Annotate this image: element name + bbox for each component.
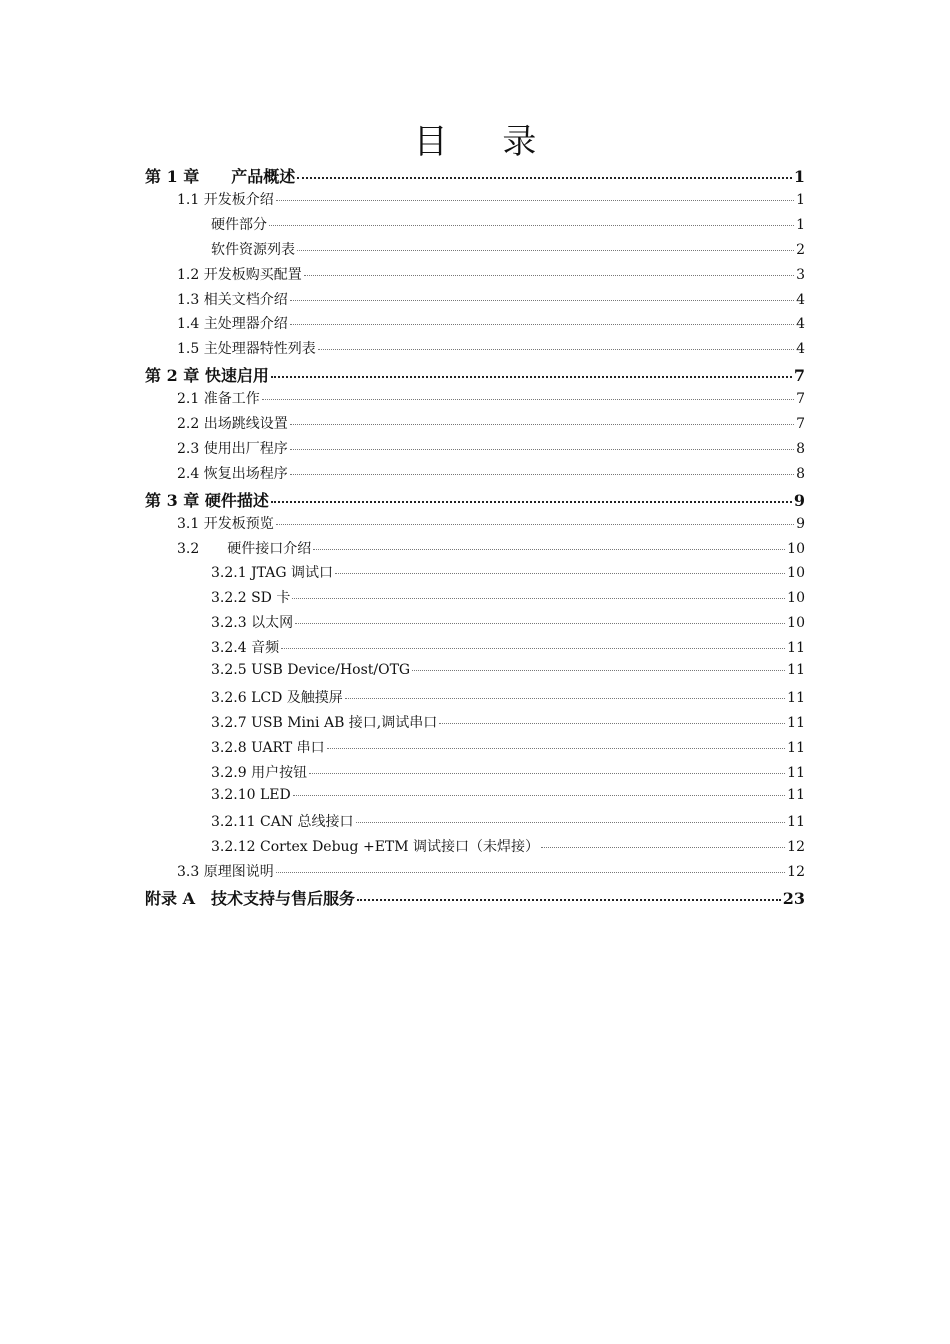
toc-entry-label: 3.2.8 UART 串口 <box>211 739 325 756</box>
toc-entry-label: 3.2.9 用户按钮 <box>211 764 308 781</box>
toc-entry-label: 2.4 恢复出场程序 <box>177 465 288 482</box>
toc-page-number: 12 <box>787 839 805 856</box>
toc-page-number: 10 <box>787 615 805 632</box>
dot-leader <box>290 424 794 425</box>
toc-section-entry[interactable] <box>211 811 805 831</box>
toc-entry-label: 1.1 开发板介绍 <box>177 191 274 208</box>
toc-section-entry[interactable] <box>211 612 805 632</box>
toc-entry-label: 软件资源列表 <box>211 241 295 258</box>
dot-leader <box>297 250 794 251</box>
toc-entry-label: 第 3 章 硬件描述 <box>145 490 269 510</box>
dot-leader <box>541 847 785 848</box>
toc-section-entry[interactable] <box>177 338 805 358</box>
toc-section-entry[interactable] <box>177 289 805 309</box>
toc-entry-label: 2.3 使用出厂程序 <box>177 440 288 457</box>
dot-leader <box>439 723 785 724</box>
toc-page-number: 1 <box>796 216 805 233</box>
toc-entry-label: 3.2.4 音频 <box>211 640 280 657</box>
toc-section-entry[interactable] <box>211 562 805 582</box>
toc-entry-label: 第 2 章 快速启用 <box>145 366 269 386</box>
toc-section-entry[interactable] <box>177 313 805 333</box>
toc-entry-label: 3.2.1 JTAG 调试口 <box>211 565 334 582</box>
toc-entry-label: 3.2.7 USB Mini AB 接口,调试串口 <box>211 714 438 731</box>
dot-leader <box>269 225 794 226</box>
toc-section-entry[interactable] <box>211 637 805 657</box>
dot-leader <box>276 872 785 873</box>
dot-leader <box>335 573 785 574</box>
dot-leader <box>292 598 785 599</box>
dot-leader <box>309 773 785 774</box>
toc-section-entry[interactable] <box>211 787 805 803</box>
toc-page-number: 10 <box>787 590 805 607</box>
toc-page-number: 11 <box>787 814 805 831</box>
toc-section-entry[interactable] <box>177 189 805 209</box>
toc-page-number: 10 <box>787 565 805 582</box>
toc-page-number: 23 <box>782 889 805 909</box>
dot-leader <box>293 795 785 796</box>
toc-page-number: 11 <box>787 714 805 731</box>
dot-leader <box>327 748 786 749</box>
toc-entry-label: 1.2 开发板购买配置 <box>177 266 302 283</box>
dot-leader <box>262 399 794 400</box>
toc-page-number: 10 <box>787 540 805 557</box>
toc-entry-label: 3.2.6 LCD 及触摸屏 <box>211 689 343 706</box>
dot-leader <box>318 349 794 350</box>
toc-page-number: 11 <box>787 689 805 706</box>
dot-leader <box>356 822 786 823</box>
toc-page-number: 8 <box>796 465 805 482</box>
dot-leader <box>290 324 794 325</box>
toc-page-number: 9 <box>796 515 805 532</box>
toc-entry-label: 3.2.10 LED <box>211 786 291 803</box>
toc-page-number: 8 <box>796 440 805 457</box>
toc-page-number: 3 <box>796 266 805 283</box>
toc-page-number: 11 <box>787 786 805 803</box>
toc-entry-label: 2.2 出场跳线设置 <box>177 416 288 432</box>
toc-page-number: 4 <box>796 316 805 333</box>
toc-section-entry[interactable] <box>177 538 805 558</box>
toc-section-entry[interactable] <box>211 712 805 732</box>
toc-section-entry[interactable] <box>211 762 805 782</box>
dot-leader <box>357 899 781 901</box>
dot-leader <box>313 549 785 550</box>
toc-page-number: 4 <box>796 341 805 358</box>
toc-page-number: 9 <box>793 490 805 510</box>
toc-entry-label: 3.2.12 Cortex Debug +ETM 调试接口（未焊接） <box>211 839 540 856</box>
dot-leader <box>290 449 794 450</box>
toc-entry-label: 3.1 开发板预览 <box>177 515 274 532</box>
toc-entry-label: 2.1 准备工作 <box>177 391 260 408</box>
toc-page-number: 11 <box>787 662 805 678</box>
dot-leader <box>290 474 794 475</box>
dot-leader <box>304 275 794 276</box>
dot-leader <box>281 648 785 649</box>
toc-entry-label: 3.2.5 USB Device/Host/OTG <box>211 662 411 678</box>
dot-leader <box>412 670 785 671</box>
dot-leader <box>297 177 792 179</box>
toc-section-entry[interactable] <box>177 388 805 408</box>
toc-page-number: 4 <box>796 291 805 308</box>
toc-page-number: 7 <box>796 416 805 432</box>
dot-leader <box>271 501 792 503</box>
dot-leader <box>345 698 785 699</box>
toc-entry-label: 第 1 章 产品概述 <box>145 167 296 186</box>
toc-section-entry[interactable] <box>177 264 805 284</box>
toc-chapter-entry[interactable] <box>145 886 805 909</box>
toc-section-entry[interactable] <box>211 587 805 607</box>
toc-entry-label: 1.3 相关文档介绍 <box>177 291 288 308</box>
toc-entry-label: 1.5 主处理器特性列表 <box>177 341 316 358</box>
toc-section-entry[interactable] <box>211 737 805 757</box>
toc-entry-label: 3.3 原理图说明 <box>177 864 274 881</box>
toc-page-number: 11 <box>787 739 805 756</box>
toc-section-entry[interactable] <box>211 687 805 707</box>
toc-page-number: 1 <box>793 167 805 186</box>
toc-section-entry[interactable] <box>177 861 805 881</box>
toc-page-number: 7 <box>793 366 805 386</box>
dot-leader <box>276 200 794 201</box>
toc-section-entry[interactable] <box>211 836 805 856</box>
toc-page-number: 11 <box>787 764 805 781</box>
toc-section-entry[interactable] <box>177 463 805 483</box>
toc-page-number: 11 <box>787 640 805 657</box>
toc-section-entry[interactable] <box>177 438 805 458</box>
toc-page-number: 7 <box>796 391 805 408</box>
toc-section-entry[interactable] <box>177 513 805 533</box>
toc-chapter-entry[interactable] <box>145 363 805 386</box>
toc-entry-label: 附录 A 技术支持与售后服务 <box>145 889 355 909</box>
toc-chapter-entry[interactable] <box>145 488 805 511</box>
toc-section-entry[interactable] <box>177 413 805 433</box>
toc-page-number: 1 <box>796 191 805 208</box>
dot-leader <box>295 623 785 624</box>
dot-leader <box>271 376 792 378</box>
toc-section-entry[interactable] <box>211 239 805 259</box>
toc-entry-label: 3.2 硬件接口介绍 <box>177 540 312 557</box>
toc-chapter-entry[interactable] <box>145 164 805 187</box>
toc-entry-label: 1.4 主处理器介绍 <box>177 316 288 333</box>
toc-title: 目 录 <box>413 122 559 162</box>
toc-entry-label: 3.2.2 SD 卡 <box>211 590 291 607</box>
toc-entry-label: 3.2.3 以太网 <box>211 615 294 632</box>
dot-leader <box>290 300 794 301</box>
toc-entry-label: 3.2.11 CAN 总线接口 <box>211 814 354 831</box>
toc-section-entry[interactable] <box>211 662 805 678</box>
toc-section-entry[interactable] <box>211 214 805 234</box>
toc-page-number: 2 <box>796 241 805 258</box>
toc-page-number: 12 <box>787 864 805 881</box>
dot-leader <box>276 524 794 525</box>
toc-entry-label: 硬件部分 <box>211 216 267 233</box>
